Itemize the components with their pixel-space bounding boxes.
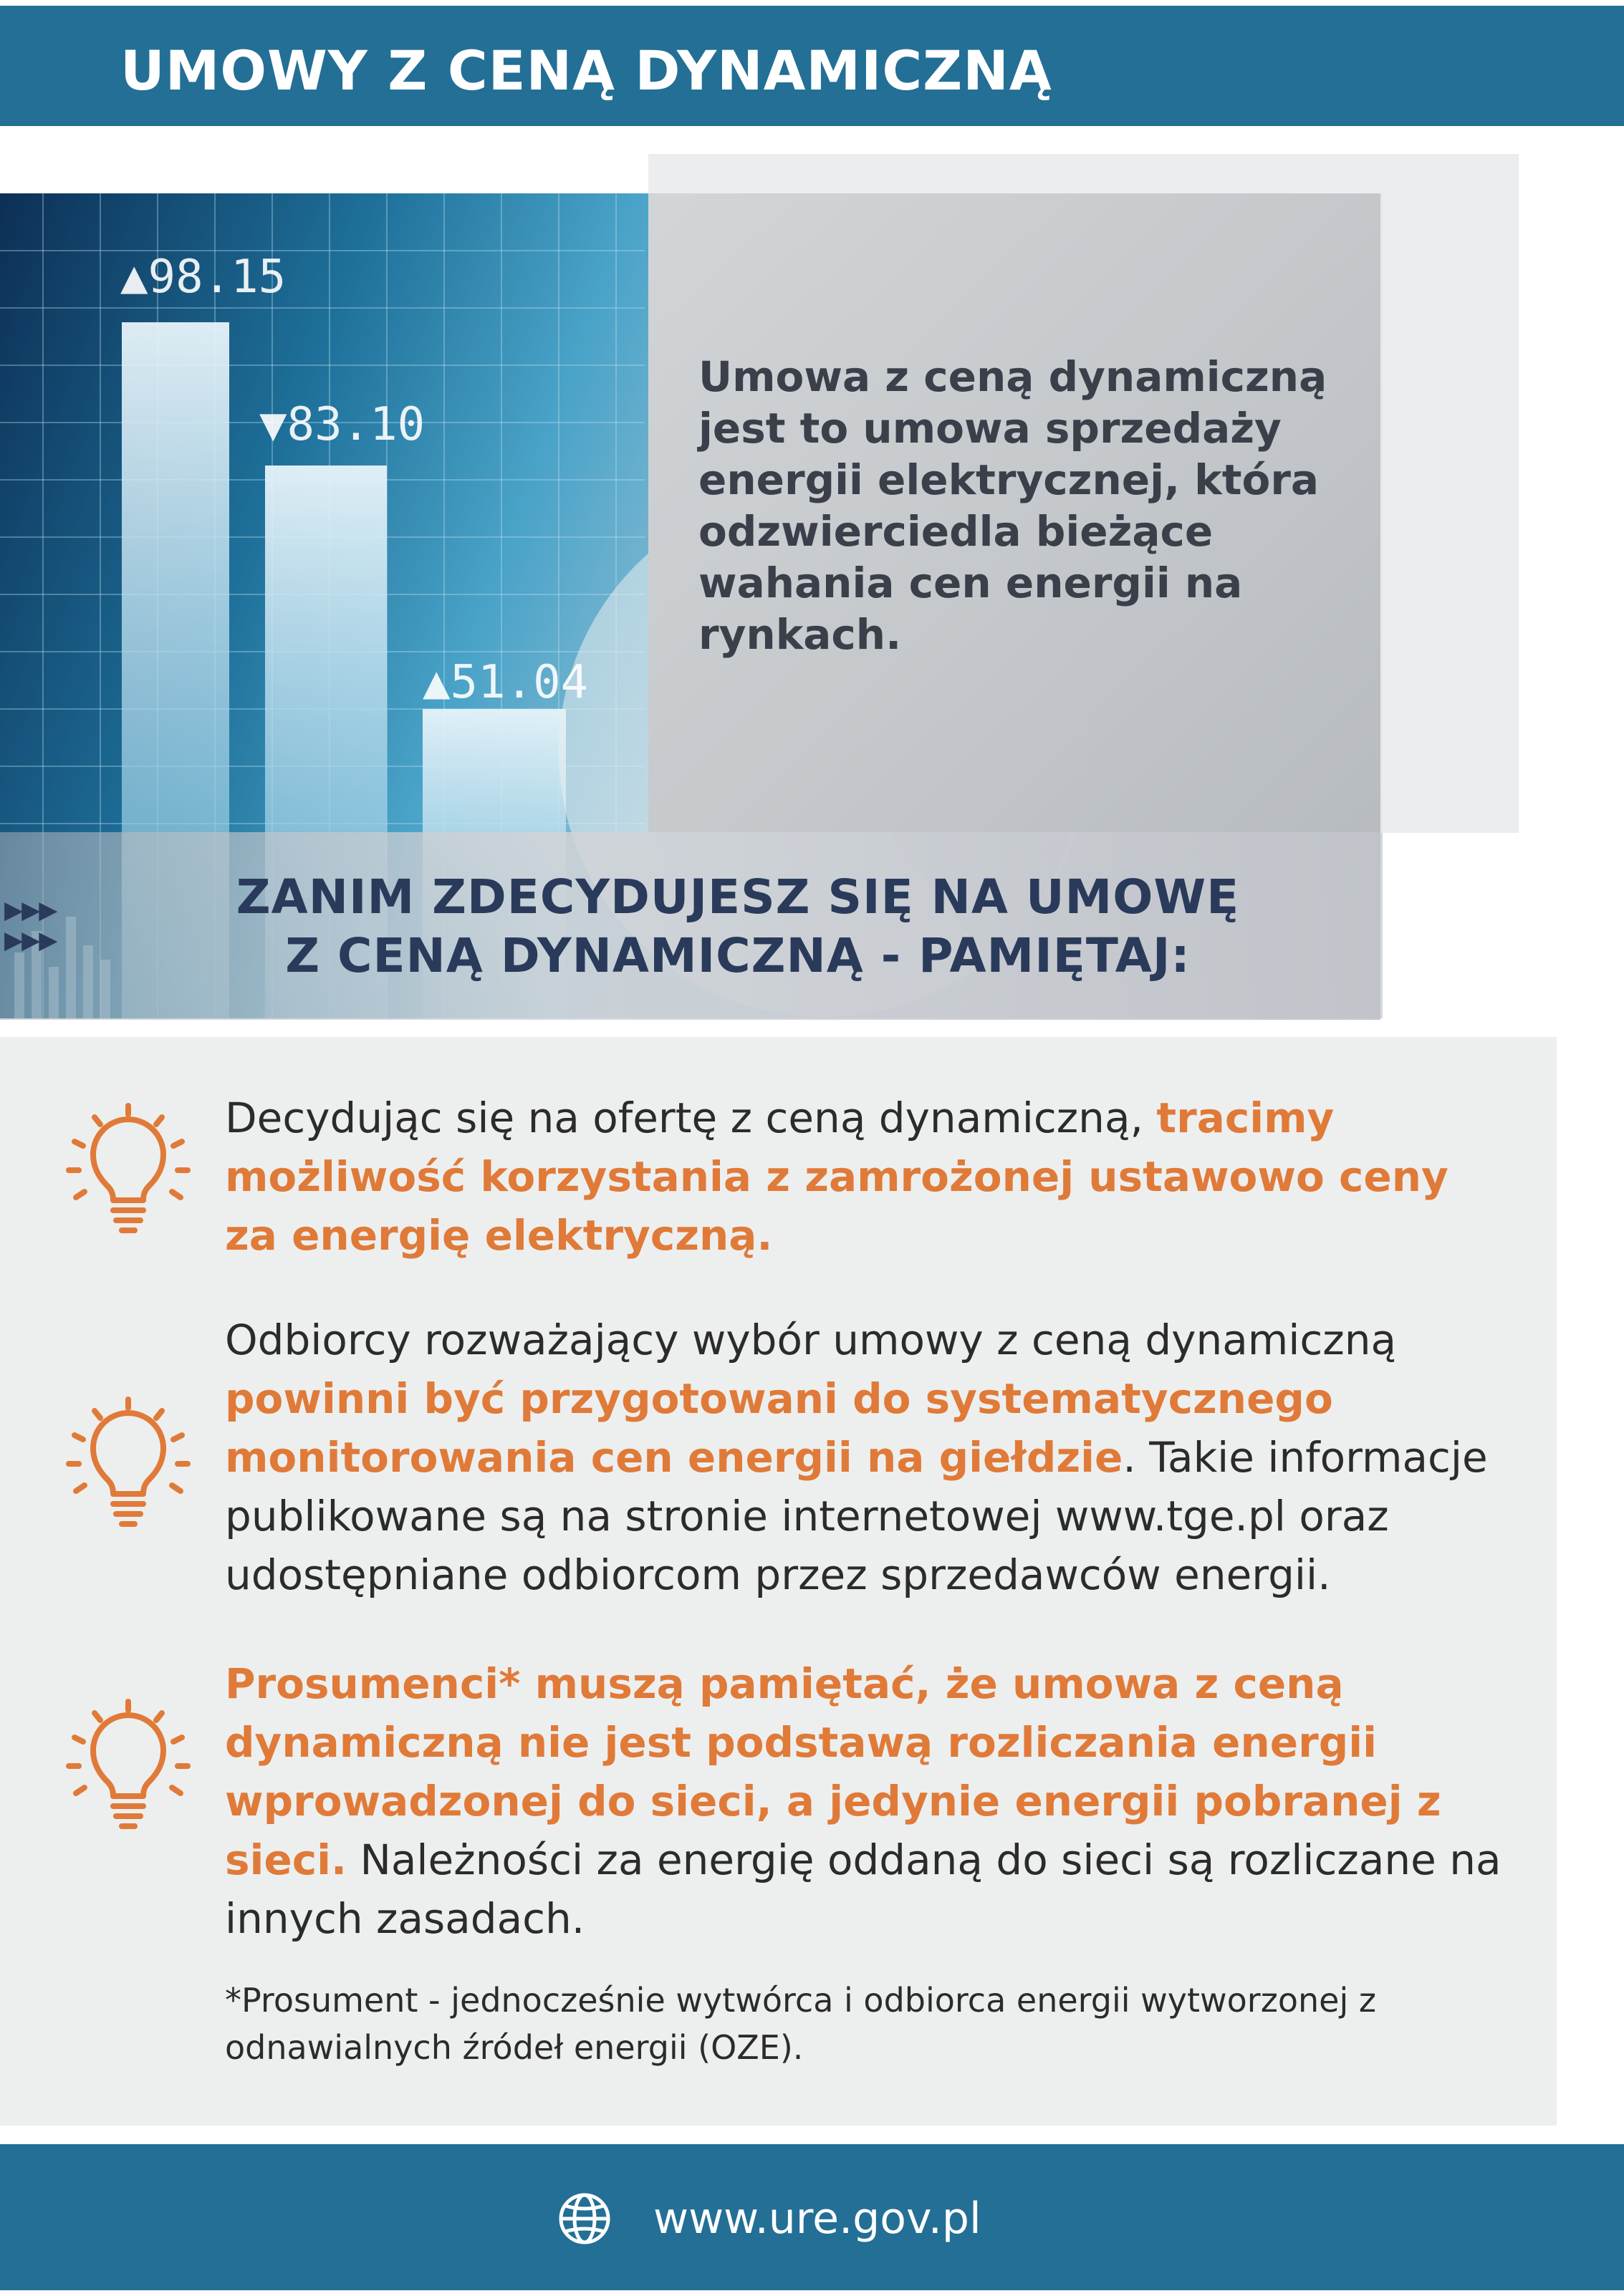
lightbulb-icon	[66, 1395, 191, 1531]
header-bar	[0, 6, 1624, 126]
lightbulb-icon	[66, 1101, 191, 1238]
intro-text: Umowa z ceną dynamiczną jest to umowa sprzedaży energii elektrycznej, która odzwierciedla bieżące wahania cen energii na rynkach.	[698, 352, 1327, 659]
info-item-3	[225, 1654, 1514, 1948]
footer-website-link[interactable]: www.ure.gov.pl	[653, 2194, 981, 2244]
chart-label-1: ▲98.15	[120, 251, 287, 304]
item-1-highlight: tracimy możliwość korzystania z zamrożonej ustawowo ceny za energię elektryczną	[225, 1094, 1448, 1260]
item-1-text: Decydując się na ofertę z ceną dynamiczną,	[225, 1094, 1157, 1142]
item-1-end: .	[756, 1211, 773, 1260]
subheading	[107, 868, 1368, 985]
subheading-line-1: ZANIM ZDECYDUJESZ SIĘ NA UMOWĘ	[236, 869, 1240, 925]
info-item-1	[225, 1089, 1514, 1265]
chart-label-3: ▲51.04	[423, 656, 589, 709]
info-item-2	[225, 1311, 1514, 1604]
item-2-end: . Takie informacje publikowane są na stronie internetowej www.tge.pl oraz udostępniane odbiorcom przez sprzedawców energii.	[225, 1433, 1488, 1599]
item-2-text: Odbiorcy rozważający wybór umowy z ceną dynamiczną	[225, 1316, 1397, 1364]
triple-arrow-icon: ▶▶▶ ▶▶▶	[4, 896, 57, 955]
chart-label-2: ▼83.10	[259, 398, 426, 451]
globe-icon	[557, 2191, 612, 2246]
page-title: UMOWY Z CENĄ DYNAMICZNĄ	[120, 39, 1052, 102]
footnote: *Prosument - jednocześnie wytwórca i odbiorca energii wytworzonej z odnawialnych źródeł energii (OZE).	[225, 1981, 1376, 2067]
item-2-highlight: powinni być przygotowani do systematycznego monitorowania cen energii na giełdzie	[225, 1374, 1333, 1482]
subheading-line-2: Z CENĄ DYNAMICZNĄ - PAMIĘTAJ:	[285, 928, 1191, 983]
item-3-text: Należności za energię oddaną do sieci są rozliczane na innych zasadach.	[225, 1836, 1502, 1943]
item-3-highlight: Prosumenci* muszą pamiętać, że umowa z ceną dynamiczną nie jest podstawą rozliczania energii wprowadzonej do sieci, a jedynie energii pobranej z sieci.	[225, 1659, 1441, 1884]
lightbulb-icon	[66, 1697, 191, 1833]
